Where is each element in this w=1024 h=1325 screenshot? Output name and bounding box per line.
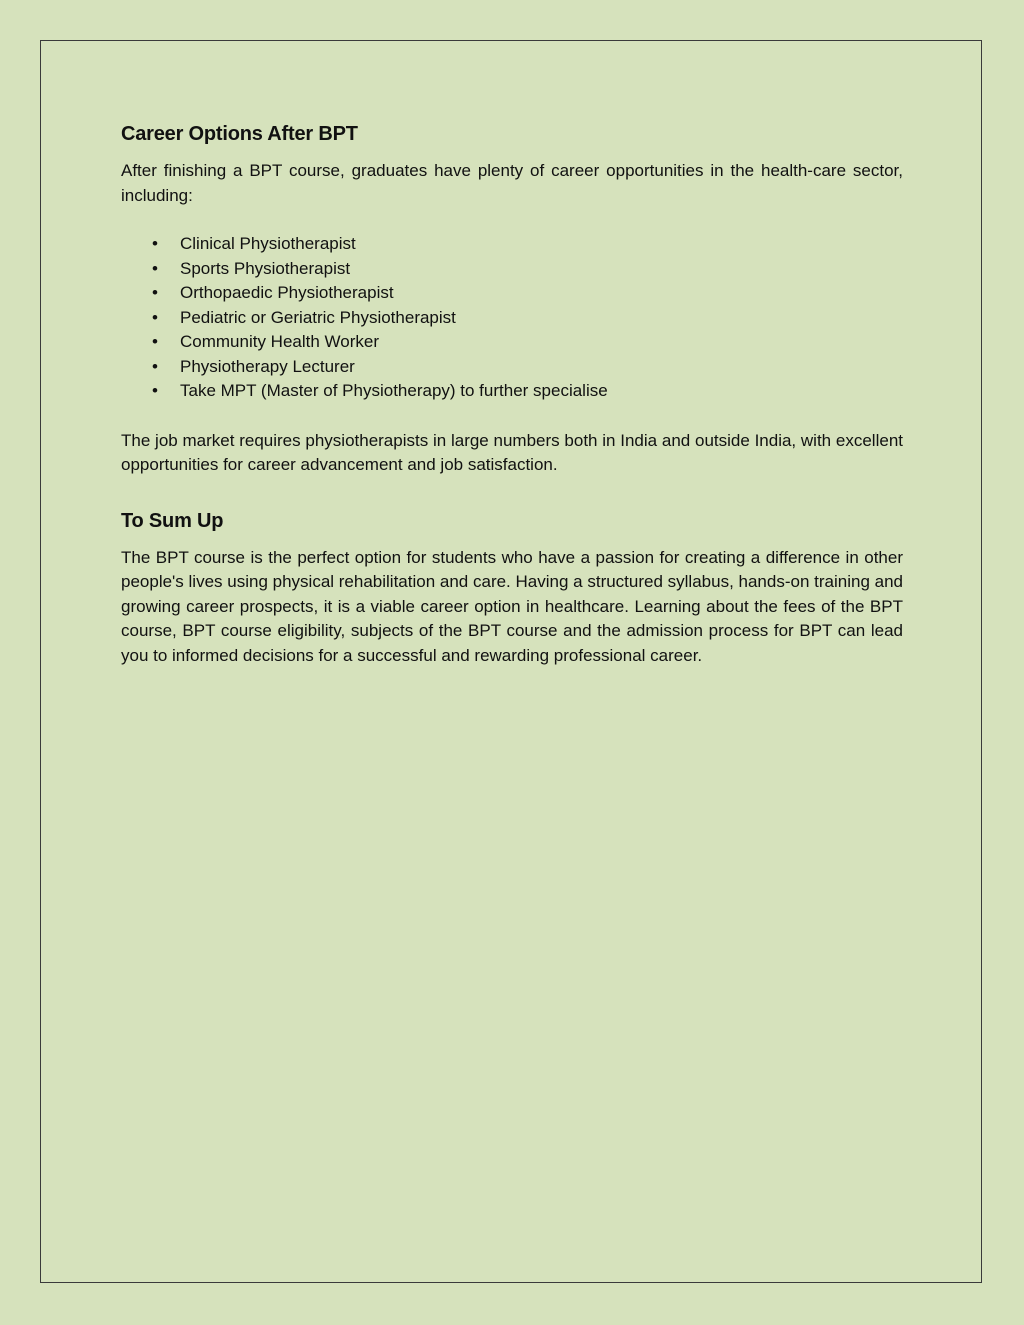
list-item	[121, 257, 903, 282]
bullet-icon: •	[152, 307, 158, 327]
list-item	[121, 379, 903, 404]
list-item	[121, 281, 903, 306]
list-item	[121, 355, 903, 380]
list-item-text: Take MPT (Master of Physiotherapy) to further specialise	[180, 381, 608, 400]
bullet-icon: •	[152, 356, 158, 376]
bullet-icon: •	[152, 234, 158, 253]
bullet-icon: •	[152, 381, 158, 400]
list-item-text: Sports Physiotherapist	[180, 258, 351, 278]
bullet-icon: •	[152, 332, 158, 351]
list-item-text: Clinical Physiotherapist	[180, 234, 356, 253]
document-content	[121, 118, 903, 668]
sum-up-paragraph: The BPT course is the perfect option for students who have a passion for creating a difference in other people's lives using physical rehabilitation and care. Having a structured syllabus, hands-on training and growing career prospects, it is a viable career option in healthcare. Learning about the fees of the BPT course, BPT course eligibility, subjects of the BPT course and the admission process for BPT can lead you to informed decisions for a successful and rewarding professional career.	[121, 547, 903, 665]
sum-up-heading: To Sum Up	[121, 509, 224, 532]
list-item-text: Orthopaedic Physiotherapist	[180, 283, 394, 302]
list-item-text: Physiotherapy Lecturer	[180, 356, 355, 376]
list-item	[121, 330, 903, 355]
career-options-list	[121, 232, 903, 404]
list-item	[121, 306, 903, 331]
bullet-icon: •	[152, 283, 158, 302]
list-item-text: Pediatric or Geriatric Physiotherapist	[180, 307, 456, 327]
list-item	[121, 232, 903, 257]
job-market-paragraph: The job market requires physiotherapists in large numbers both in India and outside India, with excellent opportunities for career advancement and job satisfaction.	[121, 430, 903, 474]
career-options-heading: Career Options After BPT	[121, 123, 358, 145]
list-item-text: Community Health Worker	[180, 332, 380, 351]
bullet-icon: •	[152, 258, 158, 278]
career-intro-paragraph: After finishing a BPT course, graduates have plenty of career opportunities in the health-care sector, including:	[121, 161, 903, 205]
